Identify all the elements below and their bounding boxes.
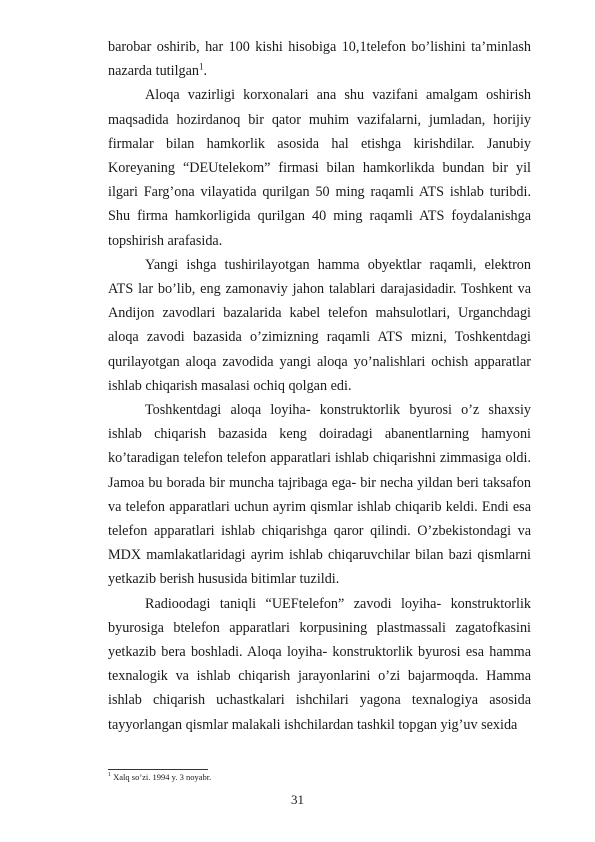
footnote-reference[interactable]: 1 bbox=[199, 61, 204, 72]
paragraph: Radioodagi taniqli “UEFtelefon” zavodi loyiha- konstruktorlik byurosiga btelefon apparatlari korpusining plastmassali zagatofkasini yetkazib bera boshladi. Aloqa loyiha- konstruktorlik byurosi esa hamma texnalogik va ishlab chiqarish jarayonlarini o’zi bajarmoqda. Hamma ishlab chiqarish uchastkalari ishchilari yagona texnalogiya asosida tayyorlangan qismlar malakali ishchilardan tashkil topgan yig’uv sexida bbox=[108, 595, 531, 733]
body-text bbox=[108, 35, 531, 737]
paragraph: Aloqa vazirligi korxonalari ana shu vazifani amalgam oshirish maqsadida hozirdanoq bir qator muhim vazifalarni, jumladan, horijiy firmalar bilan hamkorlik asosida hal etishga kirishdilar. Janubiy Koreyaning “DEUtelekom” firmasi bilan hamkorlikda bundan bir yil ilgari Farg’ona vilayatida qurilgan 50 ming raqamli ATS ishlab turibdi. Shu firma hamkorligida qurilgan 40 ming raqamli ATS foydalanishga topshirish arafasida. bbox=[108, 87, 531, 249]
paragraph bbox=[108, 35, 531, 83]
footnote-text: Xalq so’zi. 1994 y. 3 noyabr. bbox=[111, 772, 212, 782]
paragraph-text: barobar oshirib, har 100 kishi hisobiga 10,1telefon bo’lishini ta’minlash nazarda tutilgan bbox=[108, 39, 531, 80]
page-number: 31 bbox=[291, 792, 304, 807]
paragraph-end: . bbox=[203, 63, 208, 80]
paragraph: Yangi ishga tushirilayotgan hamma obyektlar raqamli, elektron ATS lar bo’lib, eng zamonaviy jahon talablari darajasidadir. Toshkent va Andijon zavodlari bazalarida kabel telefon mahsulotlari, Urganchdagi aloqa zavodi bazasida o’zimizning raqamli ATS mizni, Toshkentdagi qurilayotgan aloqa zavodida yangi aloqa yo’nalishlari ochish apparatlar ishlab chiqarish masalasi ochiq qolgan edi. bbox=[108, 256, 531, 394]
footnote-marker: 1 bbox=[108, 772, 111, 779]
footnote-separator bbox=[108, 769, 208, 770]
paragraph: Toshkentdagi aloqa loyiha- konstruktorlik byurosi o’z shaxsiy ishlab chiqarish bazasida keng doiradagi abanentlarning hamyoni ko’taradigan telefon telefon apparatlari ishlab chiqarishni zimmasiga oldi. Jamoa bu borada bir muncha tajribaga ega- bir necha yildan beri taksafon va telefon apparatlari uchun ayrim qismlar ishlab chiqarib keldi. Endi esa telefon apparatlari ishlab chiqarishga qaror qilindi. O’zbekistondagi va MDX mamlakatlaridagi ayrim ishlab chiqaruvchilar bilan bazi qismlarni yetkazib berish hususida bitimlar tuzildi. bbox=[108, 402, 531, 588]
footnote bbox=[108, 772, 211, 782]
